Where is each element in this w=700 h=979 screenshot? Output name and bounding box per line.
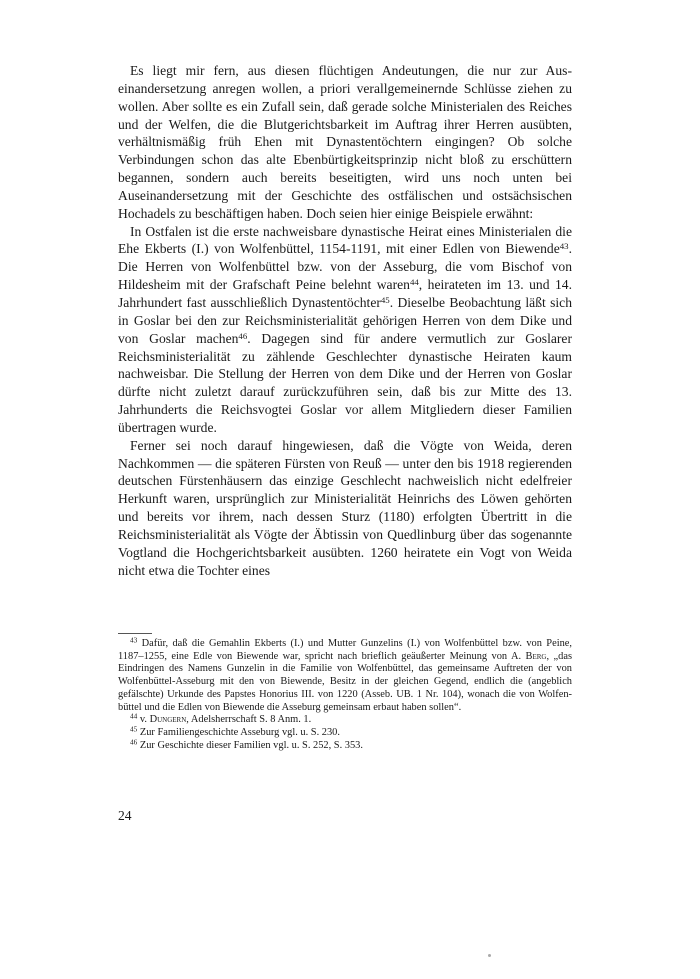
footnote-43-author: Berg [525, 650, 547, 662]
footnote-45 [118, 727, 572, 740]
footnote-45-text: Zur Familiengeschichte Asseburg vgl. u. S. 230. [139, 726, 340, 738]
paragraph-2-text-d: . Dieselbe Beobachtung läßt sich in Goslar bei den zur Reichsministerialität gehörigen Herren von dem Dike und von Goslar machen [118, 294, 572, 346]
footnote-43 [118, 638, 572, 714]
footnote-44-text-b: , Adelsherrschaft S. 8 Anm. 1. [186, 714, 312, 726]
footnote-number: 43 [130, 636, 138, 645]
footnote-46-text: Zur Geschichte dieser Familien vgl. u. S. 252, S. 353. [139, 739, 363, 751]
footnote-ref-45[interactable]: 45 [380, 295, 390, 305]
paragraph-1 [118, 62, 572, 223]
scan-speck [488, 954, 491, 957]
paragraph-3 [118, 437, 572, 580]
paragraph-3-text: Ferner sei noch darauf hingewiesen, daß die Vögte von Weida, deren Nachkommen — die späteren Fürsten von Reuß — unter den bis 1918 regierenden deutschen Fürstenhäusern das einzige Geschlecht nachweislich nicht edelfreier Herkunft waren, ursprünglich zur Ministerialität Heinrichs des Löwen gehörten und bereits vor ihrem, nach dessen Sturz (1180) erfolgten Übertritt in die Reichsministerialität als Vögte der Äbtissin von Quedlinburg über das sogenannte Vogtland die Hochgerichtsbarkeit ausübten. 1260 heiratete ein Vogt von Weida nicht etwa die Tochter eines [118, 437, 572, 578]
footnote-ref-43[interactable]: 43 [559, 241, 569, 252]
footnote-44 [118, 714, 572, 727]
footnote-44-author: Dungern [149, 714, 187, 726]
paragraph-2 [118, 223, 572, 437]
footnote-ref-44[interactable]: 44 [409, 277, 419, 288]
footnote-44-text-a: v. [139, 714, 150, 726]
footnotes [118, 638, 572, 752]
page-number: 24 [118, 808, 132, 823]
paragraph-2-text-a: In Ostfalen ist die erste nachweisbare dynastische Heirat eines Ministerialen die Ehe Ekberts (I.) von Wolfenbüttel, 1154-1191, mit einer Edlen von Biewende [118, 223, 572, 257]
footnote-43-text-b: , „das Eindringen des Namens Gunzelin in die Familie von Wolfenbüttel, das gemeinsame Auftreten der von Wolfenbüttel-Asseburg mit den von Biewende, Besitz in der gleichen Gegend, endlich die (angeblich gefälschte) Urkunde des Papstes Honorius III. von 1220 (Asseb. UB. 1 Nr. 104), wonach die von Wolfenbüttel und die Edlen von Biewende die Asseburg gemeinsam erbaut haben sollen“. [118, 650, 572, 713]
paragraph-2-text-e: . Dagegen sind für andere vermutlich zur Goslarer Reichsministerialität zu zählende Geschlechter dynastische Heiraten kaum nachweisbar. Die Stellung der Herren von dem Dike und der Herren von Goslar dürfte nicht zuletzt darauf zurückzuführen sein, daß bis zur Mitte des 13. Jahrhunderts die Reichsvogtei Goslar vor allem Mitgliedern dieser Familien übertragen wurde. [118, 330, 572, 435]
paragraph-1-text: Es liegt mir fern, aus diesen flüchtigen Andeutungen, die nur zur Auseinandersetzung anregen wollen, a priori verallgemeinernde Schlüsse ziehen zu wollen. Aber sollte es ein Zufall sein, daß gerade solche Ministerialen des Reiches und der Welfen, die die Blutgerichtsbarkeit im Auftrag ihrer Herren ausübten, verhältnismäßig früh Ehen mit Dynastentöchtern eingingen? Ob solche Verbindungen schon das alte Ebenbürtigkeitsprinzip nicht bloß zu erschüttern begannen, sondern auch bereits beseitigten, wird uns noch unten bei Auseinandersetzung mit der Geschichte des ostfälischen und ostsächsischen Hochadels zu beschäftigen haben. Doch seien hier einige Beispiele erwähnt: [118, 63, 572, 221]
paragraph-2-text-c: , heirateten im 13. und 14. Jahrhundert fast ausschließlich Dynastentöchter [118, 277, 572, 310]
main-text [118, 62, 572, 579]
paragraph-2-text-b: . Die Herren von Wolfenbüttel bzw. von der Asseburg, die vom Bischof von Hildesheim mit der Grafschaft Peine belehnt waren [118, 241, 572, 293]
footnote-number: 44 [130, 712, 138, 721]
footnote-ref-46[interactable]: 46 [238, 330, 248, 341]
footnote-number: 45 [130, 725, 138, 734]
footnote-46 [118, 740, 572, 753]
footnote-number: 46 [130, 738, 138, 747]
footnote-43-text-a: Dafür, daß die Gemahlin Ekberts (I.) und Mutter Gunzelins (I.) von Wolfenbüttel bzw. von Peine, 1187–1255, eine Edle von Biewende war, spricht nach brieflich geäußerter Meinung von A. [118, 638, 572, 662]
footnote-divider [118, 633, 152, 634]
